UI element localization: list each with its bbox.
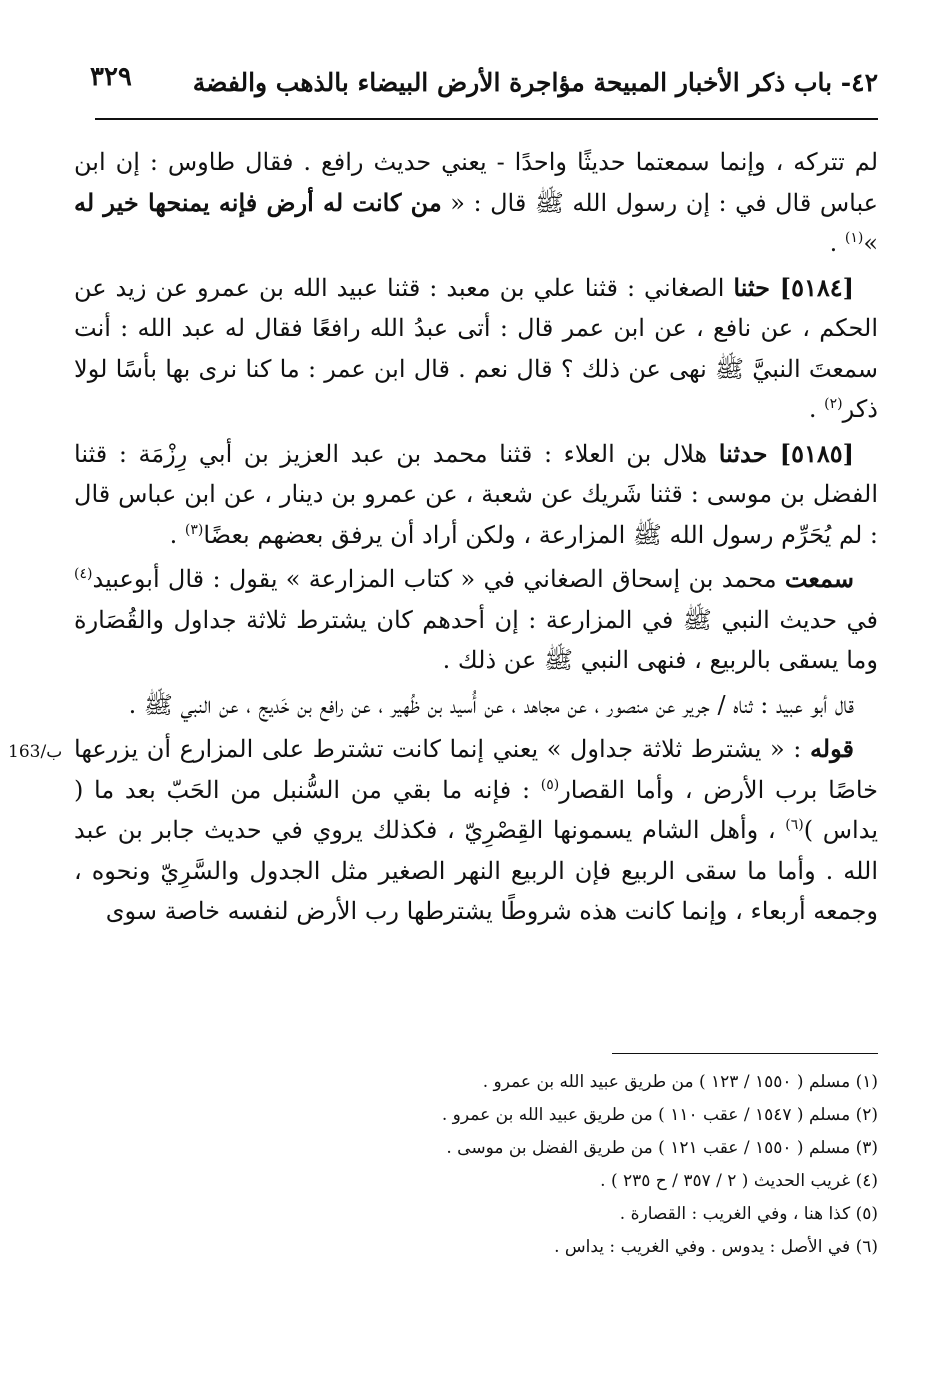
- footnote-ref-3: (٣): [184, 521, 204, 538]
- footnote-ref-6: (٦): [785, 817, 804, 833]
- footnote-ref-5: (٥): [540, 776, 560, 793]
- main-text: [74, 142, 878, 936]
- hadith-lead-word: حدثنا: [718, 438, 780, 468]
- lead-word: قوله: [809, 734, 854, 763]
- paragraph-5: قال أبو عبيد : ثناه / جرير عن منصور ، عن مجاهد ، عن أُسيد بن ظُهير ، عن رافع بن خَديج ، عن النبي ﷺ .: [128, 690, 854, 719]
- footnote-4: (٤) غريب الحديث ( ٢ / ٣٥٧ / ح ٢٣٥ ) .: [600, 1171, 878, 1191]
- hadith-quote: من كانت له أرض فإنه يمنحها خير له: [74, 187, 442, 217]
- footnote-3: (٣) مسلم ( ١٥٥٠ / عقب ١٢١ ) من طريق الفضل بن موسى .: [446, 1138, 878, 1158]
- page-number: ٣٢٩: [90, 62, 132, 92]
- lead-word: سمعت: [784, 564, 854, 593]
- footnote-5: (٥) كذا هنا ، وفي الغريب : القصارة .: [619, 1204, 878, 1224]
- hadith-number: [٥١٨٥]: [779, 438, 854, 468]
- footnote-rule: [612, 1053, 878, 1054]
- footnote-6: (٦) في الأصل : يدوس . وفي الغريب : يداس .: [554, 1237, 878, 1257]
- hadith-5185: [٥١٨٥] حدثنا هلال بن العلاء : قثنا محمد بن عبد العزيز بن أبي رِزْمَة : قثنا الفضل بن موسى : قثنا شَريك عن شعبة ، عن عمرو بن دينار ، عن ابن عباس قال : لم يُحَرِّم رسول الله ﷺ المزارعة ، ولكن أراد أن يرفق بعضهم بعضًا$^{(٣)}$ .: [74, 438, 878, 549]
- hadith-5184: [٥١٨٤] حثنا الصغاني : قثنا علي بن معبد : قثنا عبيد الله بن عمرو عن زيد عن الحكم ، عن نافع ، عن ابن عمر قال : أتى عبدُ الله رافعًا فقال له عبد الله : أنت سمعتَ النبيَّ ﷺ نهى عن ذلك ؟ قال نعم . قال ابن عمر : ما كنا نرى بها بأسًا لولا ذكر$^{(٢)}$ .: [74, 272, 878, 423]
- footnote-ref-1: (١): [844, 230, 864, 246]
- paragraph-6: قوله : « يشترط ثلاثة جداول » يعني إنما كانت تشترط على المزارع أن يزرعها خاصًا برب الأرض ، وأما القصار$^{(٥)}$ : فإنه ما بقي من السُّنبل من الحَبّ بعد ما ( يداس )$^{(٦)}$ ، وأهل الشام يسمونها القِصْرِيّ ، فكذلك يروي في حديث جابر بن عبد الله . وأما ما سقى الربيع فإن الربيع النهر الصغير مثل الجدول والسَّرِيّ ونحوه ، وجمعه أربعاء ، وإنما كانت هذه شروطًا يشترطها رب الأرض لنفسه خاصة سوى: [74, 734, 879, 925]
- hadith-lead-word: حثنا: [733, 272, 780, 302]
- manuscript-folio-note: 163/ب: [8, 742, 63, 762]
- footnote-ref-4: (٤): [74, 566, 93, 582]
- footnotes: [300, 1066, 878, 1264]
- footnote-ref-2: (٢): [824, 396, 843, 412]
- paragraph-4: سمعت محمد بن إسحاق الصغاني في « كتاب المزارعة » يقول : قال أبوعبيد$^{(٤)}$ في حديث النبي ﷺ في المزارعة : إن أحدهم كان يشترط ثلاثة جداول والقُصَارة وما يسقى بالربيع ، فنهى النبي ﷺ عن ذلك .: [74, 564, 878, 674]
- hadith-number: [٥١٨٤]: [779, 272, 854, 302]
- header-rule: [95, 118, 878, 120]
- footnote-2: (٢) مسلم ( ١٥٤٧ / عقب ١١٠ ) من طريق عبيد الله بن عمرو .: [441, 1105, 878, 1125]
- chapter-title: ٤٢- باب ذكر الأخبار المبيحة مؤاجرة الأرض البيضاء بالذهب والفضة: [192, 68, 878, 97]
- paragraph-1: لم تتركه ، وإنما سمعتما حديثًا واحدًا - يعني حديث رافع . فقال طاوس : إن ابن عباس قال في : إن رسول الله ﷺ قال : « من كانت له أرض فإنه يمنحها خير له »$^{(١)}$ .: [74, 148, 879, 257]
- footnote-1: (١) مسلم ( ١٥٥٠ / ١٢٣ ) من طريق عبيد الله بن عمرو .: [482, 1072, 878, 1092]
- page-header: [78, 62, 878, 106]
